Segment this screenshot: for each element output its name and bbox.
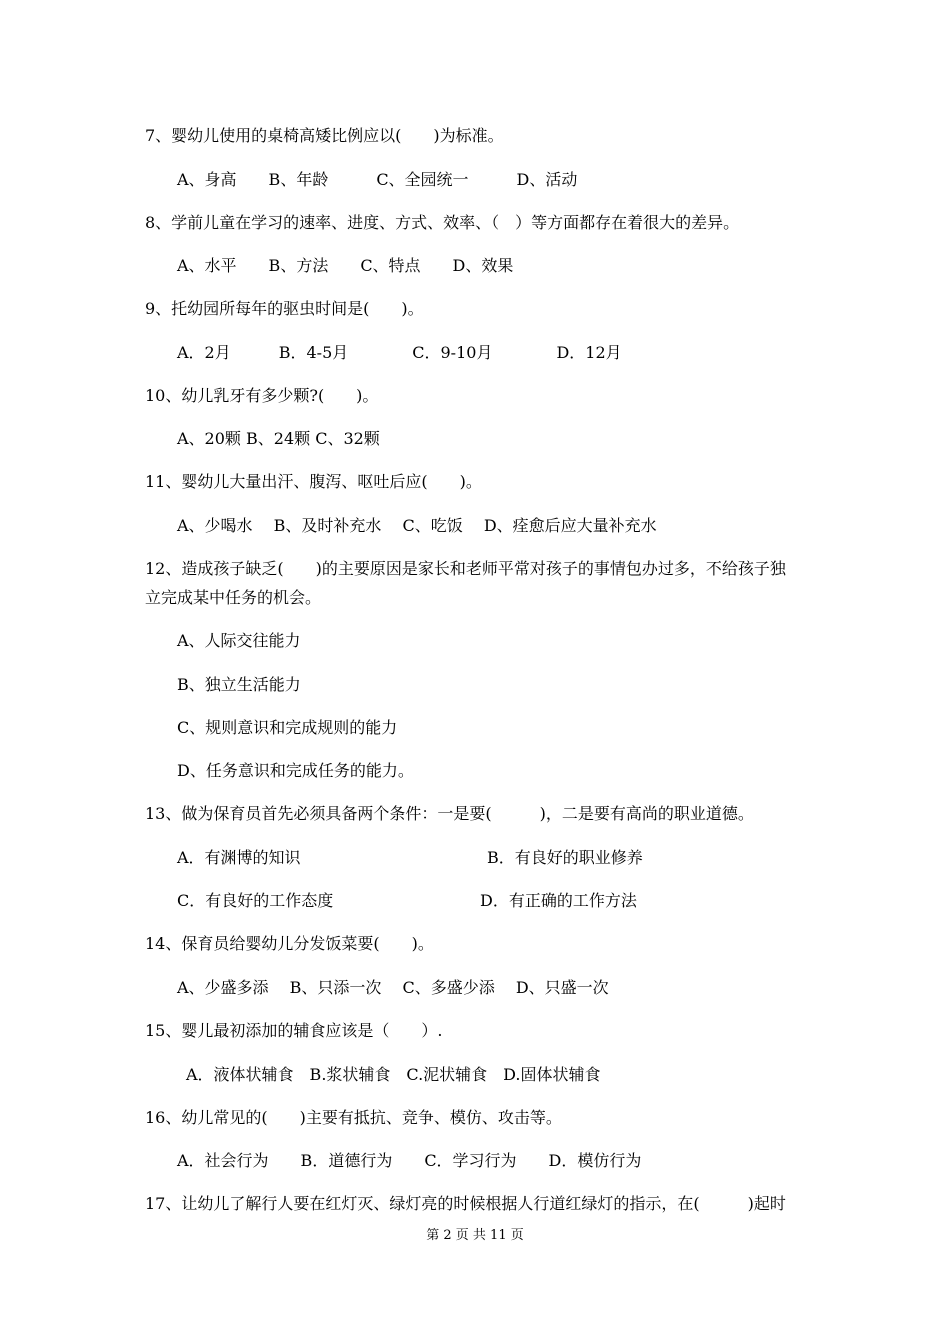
question-8-options: A、水平 B、方法 C、特点 D、效果 [177, 256, 514, 275]
question-11-stem: 11、婴幼儿大量出汗、腹泻、呕吐后应( )。 [145, 472, 482, 491]
question-15-stem: 15、婴儿最初添加的辅食应该是（ ）. [145, 1021, 443, 1040]
question-16-stem: 16、幼儿常见的( )主要有抵抗、竞争、模仿、攻击等。 [145, 1108, 562, 1127]
question-11-options: A、少喝水 B、及时补充水 C、吃饭 D、痊愈后应大量补充水 [177, 516, 657, 535]
question-17-stem: 17、让幼儿了解行人要在红灯灭、绿灯亮的时候根据人行道红绿灯的指示，在( )起时 [145, 1194, 786, 1213]
question-12-stem-line-1: 12、造成孩子缺乏( )的主要原因是家长和老师平常对孩子的事情包办过多，不给孩子独 [145, 559, 786, 578]
question-7-options: A、身高 B、年龄 C、全园统一 D、活动 [177, 170, 578, 189]
question-12-option-d: D、任务意识和完成任务的能力。 [177, 761, 414, 780]
question-9-options: A．2月 B．4-5月 C．9-10月 D．12月 [177, 343, 622, 362]
question-12-stem-line-2: 立完成某中任务的机会。 [145, 588, 322, 607]
question-9-stem: 9、托幼园所每年的驱虫时间是( )。 [145, 299, 424, 318]
question-13-stem: 13、做为保育员首先必须具备两个条件：一是要( )，二是要有高尚的职业道德。 [145, 804, 754, 823]
question-8-stem: 8、学前儿童在学习的速率、进度、方式、效率、（ ）等方面都存在着很大的差异。 [145, 213, 740, 232]
question-13-option-b: B．有良好的职业修养 [487, 848, 643, 867]
question-12-option-b: B、独立生活能力 [177, 675, 301, 694]
question-16-options: A．社会行为 B．道德行为 C．学习行为 D．模仿行为 [177, 1151, 642, 1170]
question-14-options: A、少盛多添 B、只添一次 C、多盛少添 D、只盛一次 [177, 978, 609, 997]
question-15-options: A．液体状辅食 B.浆状辅食 C.泥状辅食 D.固体状辅食 [186, 1065, 601, 1084]
question-13-option-c: C．有良好的工作态度 [177, 891, 334, 910]
question-10-options: A、20颗 B、24颗 C、32颗 [177, 429, 380, 448]
question-7-stem: 7、婴幼儿使用的桌椅高矮比例应以( )为标准。 [145, 126, 504, 145]
question-10-stem: 10、幼儿乳牙有多少颗?( )。 [145, 386, 379, 405]
page-number-footer: 第 2 页 共 11 页 [426, 1228, 524, 1243]
question-12-option-c: C、规则意识和完成规则的能力 [177, 718, 398, 737]
question-14-stem: 14、保育员给婴幼儿分发饭菜要( )。 [145, 934, 434, 953]
question-12-option-a: A、人际交往能力 [177, 631, 301, 650]
question-13-option-a: A．有渊博的知识 [177, 848, 301, 867]
question-13-option-d: D．有正确的工作方法 [480, 891, 637, 910]
